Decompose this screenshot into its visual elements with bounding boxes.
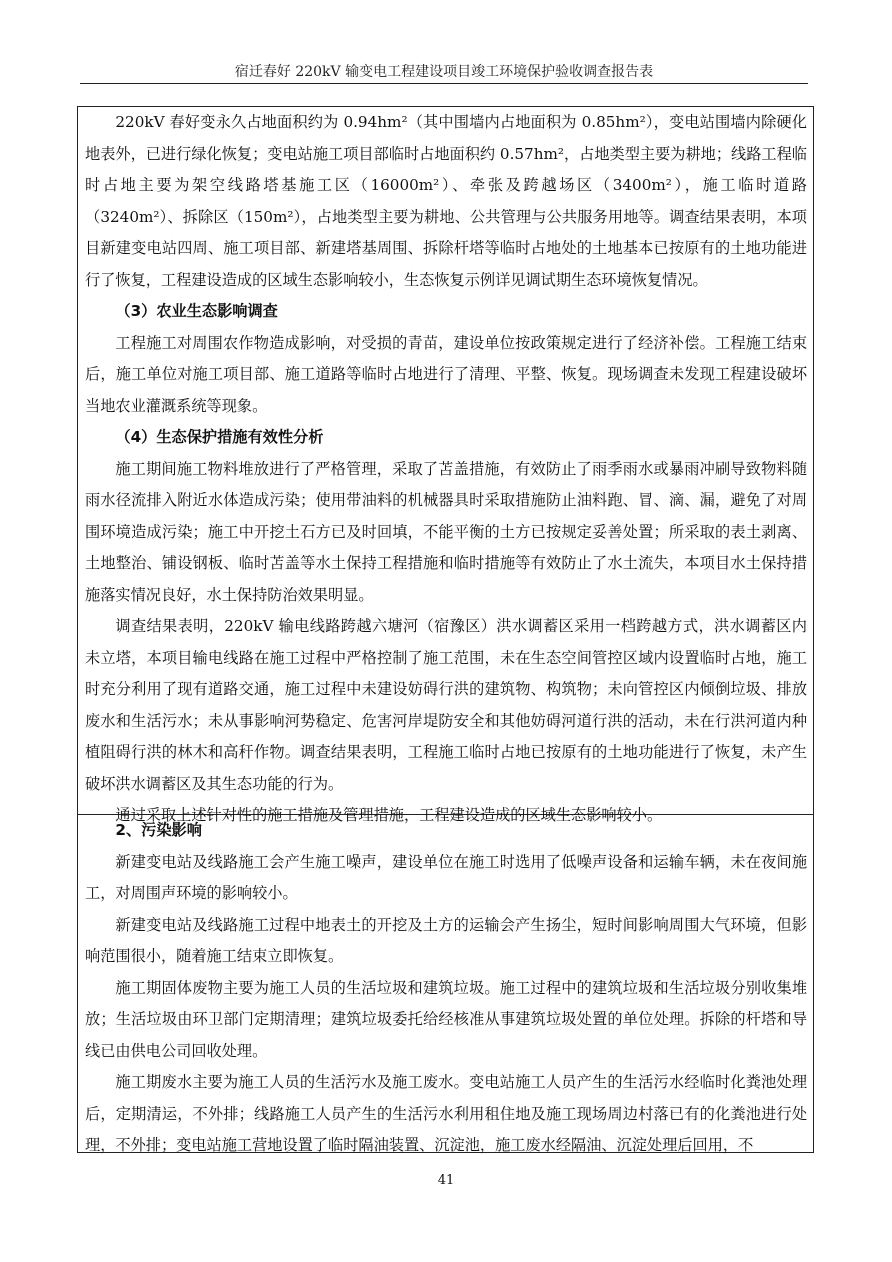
table-cell-pollution (77, 815, 814, 1153)
paragraph-dust: 新建变电站及线路施工过程中地表土的开挖及土方的运输会产生扬尘，短时间影响周围大气环境，但影响范围很小，随着施工结束立即恢复。 (85, 915, 807, 965)
paragraph-measure-effectiveness-3: 通过采取上述针对性的施工措施及管理措施，工程建设造成的区域生态影响较小。 (115, 806, 663, 824)
heading-agricultural-ecology: （3）农业生态影响调查 (115, 302, 278, 320)
page-number: 41 (437, 1173, 455, 1188)
paragraph-measure-effectiveness-2: 调查结果表明，220kV 输电线路跨越六塘河（宿豫区）洪水调蓄区采用一档跨越方式，洪水调蓄区内未立塔，本项目输电线路在施工过程中严格控制了施工范围，未在生态空间管控区域内设置临时占地，施工时充分利用了现有道路交通，施工过程中未建设妨碍行洪的建筑物、构筑物；未向管控区内倾倒垃圾、排放废水和生活污水；未从事影响河势稳定、危害河岸堤防安全和其他妨碍河道行洪的活动，未在行洪河道内种植阻碍行洪的林木和高秆作物。调查结果表明，工程施工临时占地已按原有的土地功能进行了恢复，未产生破坏洪水调蓄区及其生态功能的行为。 (85, 617, 807, 793)
heading-measure-effectiveness: （4）生态保护措施有效性分析 (115, 428, 324, 446)
paragraph-solid-waste: 施工期固体废物主要为施工人员的生活垃圾和建筑垃圾。施工过程中的建筑垃圾和生活垃圾分别收集堆放；生活垃圾由环卫部门定期清理；建筑垃圾委托给经核准从事建筑垃圾处置的单位处理。拆除的杆塔和导线已由供电公司回收处理。 (85, 978, 807, 1060)
paragraph-measure-effectiveness-1: 施工期间施工物料堆放进行了严格管理，采取了苫盖措施，有效防止了雨季雨水或暴雨冲刷导致物料随雨水径流排入附近水体造成污染；使用带油料的机械器具时采取措施防止油料跑、冒、滴、漏，避免了对周围环境造成污染；施工中开挖土石方已及时回填，不能平衡的土方已按规定妥善处置；所采取的表土剥离、土地整治、铺设钢板、临时苫盖等水土保持工程措施和临时措施等有效防止了水土流失，本项目水土保持措施落实情况良好，水土保持防治效果明显。 (85, 459, 807, 604)
paragraph-agricultural-ecology: 工程施工对周围农作物造成影响，对受损的青苗，建设单位按政策规定进行了经济补偿。工程施工结束后，施工单位对施工项目部、施工道路等临时占地进行了清理、平整、恢复。现场调查未发现工程建设破坏当地农业灌溉系统等现象。 (85, 333, 807, 415)
header-rule (80, 83, 808, 84)
paragraph-noise: 新建变电站及线路施工会产生施工噪声，建设单位在施工时选用了低噪声设备和运输车辆，未在夜间施工，对周围声环境的影响较小。 (85, 852, 807, 902)
running-header: 宿迁春好 220kV 输变电工程建设项目竣工环境保护验收调查报告表 (234, 64, 654, 80)
table-cell-ecology (77, 106, 814, 824)
heading-pollution-impact: 2、污染影响 (115, 821, 202, 839)
paragraph-wastewater: 施工期废水主要为施工人员的生活污水及施工废水。变电站施工人员产生的生活污水经临时化粪池处理后，定期清运，不外排；线路施工人员产生的生活污水利用租住地及施工现场周边村落已有的化粪池进行处理，不外排；变电站施工营地设置了临时隔油装置、沉淀池，施工废水经隔油、沉淀处理后回用，不 (85, 1073, 807, 1154)
paragraph-land-occupation: 220kV 春好变永久占地面积约为 0.94hm²（其中围墙内占地面积为 0.85hm²），变电站围墙内除硬化地表外，已进行绿化恢复；变电站施工项目部临时占地面积约 0.57hm²，占地类型主要为耕地；线路工程临时占地主要为架空线路塔基施工区（16000m²）、牵张及跨越场区（3400m²），施工临时道路（3240m²）、拆除区（150m²），占地类型主要为耕地、公共管理与公共服务用地等。调查结果表明，本项目新建变电站四周、施工项目部、新建塔基周围、拆除杆塔等临时占地处的土地基本已按原有的土地功能进行了恢复，工程建设造成的区域生态影响较小，生态恢复示例详见调试期生态环境恢复情况。 (85, 113, 807, 289)
